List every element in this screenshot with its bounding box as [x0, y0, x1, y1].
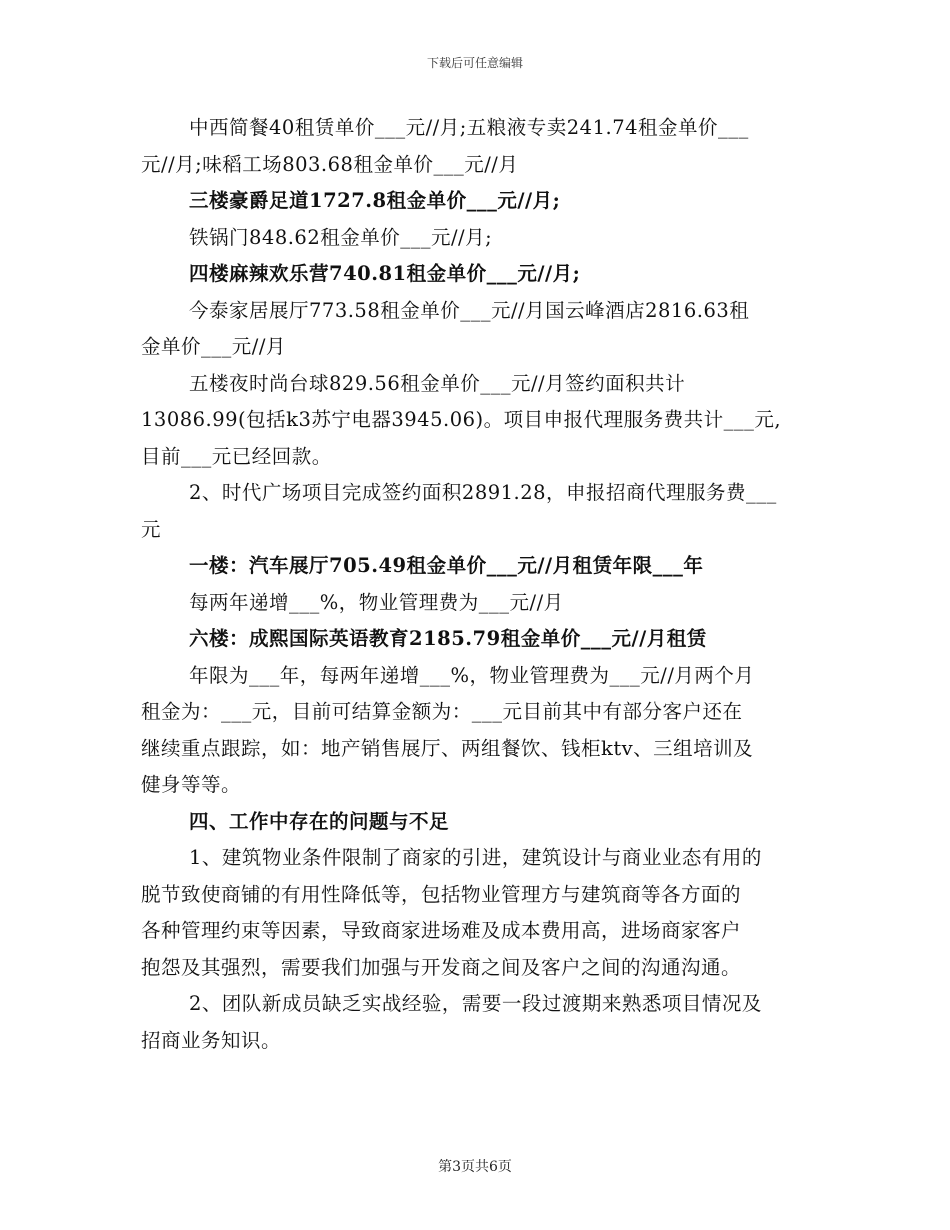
text-line: 金单价___元//月 — [141, 335, 286, 358]
text-line: 元//月;味稻工场803.68租金单价___元//月 — [141, 152, 519, 176]
text-line: 目前___元已经回款。 — [141, 444, 332, 468]
text-line: 各种管理约束等因素，导致商家进场难及成本费用高，进场商家客户 — [141, 919, 742, 942]
text-line: 今泰家居展厅773.58租金单价___元//月国云峰酒店2816.63租 — [189, 298, 750, 322]
text-line: 2、团队新成员缺乏实战经验，需要一段过渡期来熟悉项目情况及 — [189, 992, 762, 1015]
heading-line: 六楼：成熙国际英语教育2185.79租金单价___元//月租赁 — [189, 627, 707, 650]
heading-line: 一楼：汽车展厅705.49租金单价___元//月租赁年限___年 — [189, 554, 704, 577]
text-line: 铁锅门848.62租金单价___元//月; — [189, 225, 493, 249]
text-line: 1、建筑物业条件限制了商家的引进，建筑设计与商业业态有用的 — [189, 846, 762, 869]
heading-line: 四楼麻辣欢乐营740.81租金单价___元//月; — [189, 262, 581, 285]
text-line: 招商业务知识。 — [141, 1028, 282, 1052]
text-line: 元 — [141, 517, 162, 541]
page-number: 第3页共6页 — [438, 1159, 512, 1175]
text-line: 租金为：___元，目前可结算金额为：___元目前其中有部分客户还在 — [141, 700, 743, 723]
document-body — [141, 110, 813, 1059]
text-line: 健身等等。 — [141, 773, 242, 796]
text-line: 五楼夜时尚台球829.56租金单价___元//月签约面积共计 — [189, 371, 686, 395]
text-line: 中西简餐40租赁单价___元//月;五粮液专卖241.74租金单价___ — [189, 116, 749, 139]
text-line: 年限为___年，每两年递增___%，物业管理费为___元//月两个月 — [189, 663, 755, 687]
text-line: 抱怨及其强烈，需要我们加强与开发商之间及客户之间的沟通沟通。 — [141, 955, 742, 979]
heading-line: 四、工作中存在的问题与不足 — [189, 809, 450, 833]
text-line: 2、时代广场项目完成签约面积2891.28，申报招商代理服务费___ — [189, 481, 777, 504]
text-line: 继续重点跟踪，如：地产销售展厅、两组餐饮、钱柜ktv、三组培训及 — [141, 736, 754, 760]
text-line: 13086.99(包括k3苏宁电器3945.06)。项目申报代理服务费共计___元, — [141, 408, 782, 431]
heading-line: 三楼豪爵足道1727.8租金单价___元//月; — [189, 189, 561, 212]
text-line: 脱节致使商铺的有用性降低等，包括物业管理方与建筑商等各方面的 — [141, 882, 742, 906]
page-header: 下载后可任意编辑 — [426, 56, 523, 70]
text-line: 每两年递增___%，物业管理费为___元//月 — [189, 590, 564, 614]
